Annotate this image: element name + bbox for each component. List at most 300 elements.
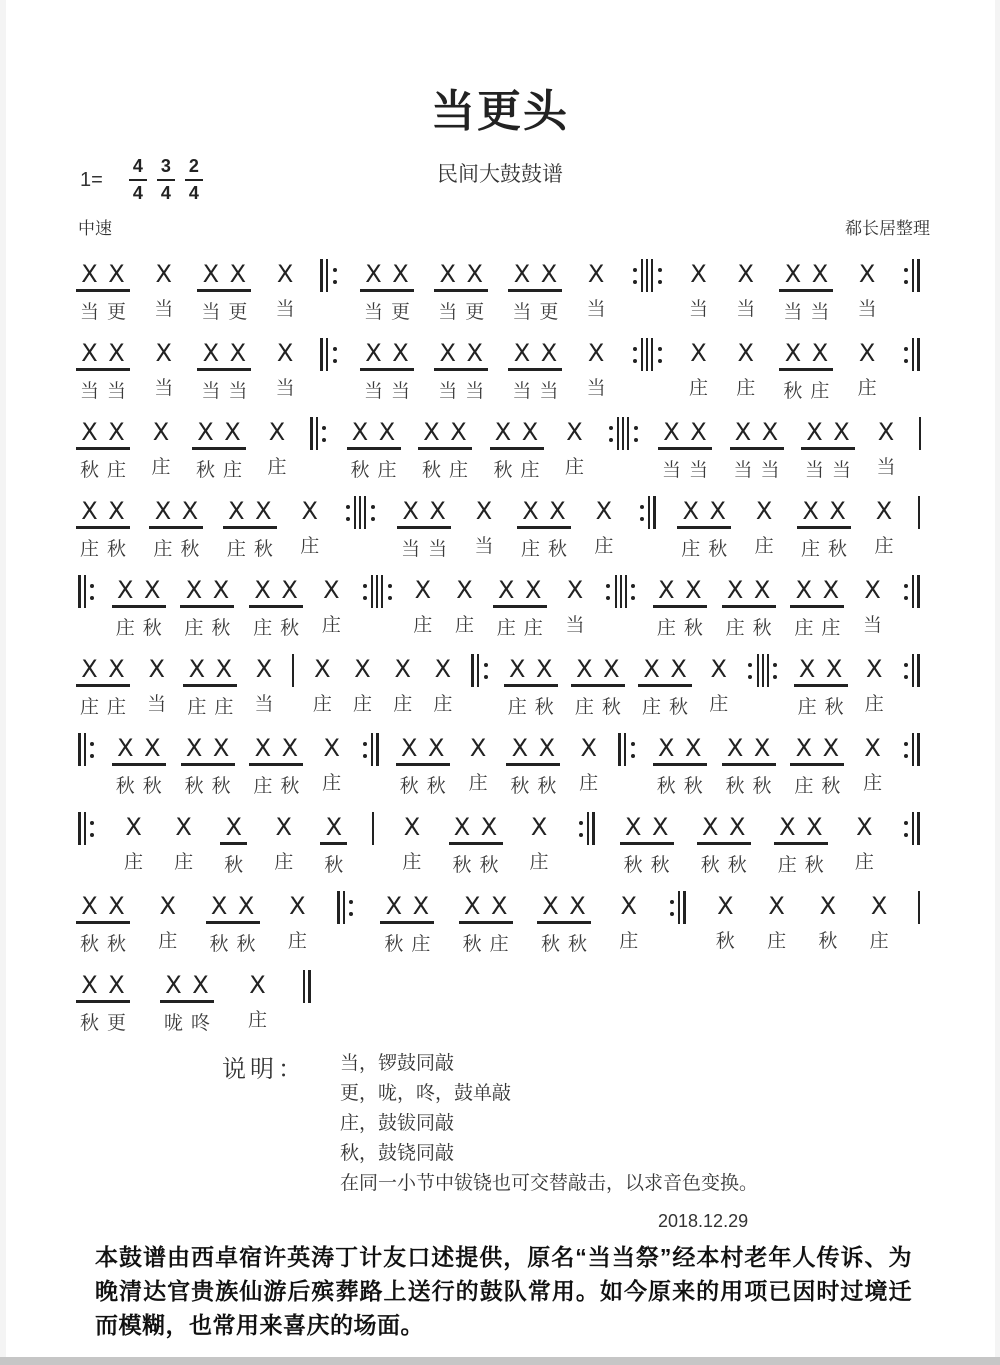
note-x: X	[806, 418, 823, 446]
note-x-group	[389, 654, 416, 684]
lyric-char: 当	[876, 457, 896, 478]
note-x-group	[429, 654, 456, 684]
note-unit	[794, 654, 848, 720]
lyric-char: 当	[810, 302, 830, 323]
note-x: X	[229, 339, 247, 367]
repeat-dots	[90, 812, 94, 845]
lyric-char: 当	[760, 460, 780, 481]
note-x: X	[378, 418, 396, 446]
note-x: X	[351, 418, 369, 446]
lyric-char: 庄	[810, 381, 830, 402]
lyric-char: 当	[688, 460, 708, 481]
repeat-dots	[363, 733, 367, 766]
repeat-dots	[748, 654, 752, 687]
note-x-group	[851, 812, 878, 842]
note-unit	[220, 812, 247, 878]
lyric	[318, 614, 345, 638]
lyric-char: 当	[438, 302, 458, 323]
barline-repeat-end	[667, 891, 688, 924]
note-x: X	[580, 734, 597, 762]
score-line	[76, 812, 922, 877]
note-x: X	[802, 497, 819, 525]
barline-repeat-both	[745, 654, 780, 687]
lyric-char: 秋	[567, 934, 587, 955]
note-x: X	[289, 892, 306, 920]
note-x-group	[309, 654, 336, 684]
note-unit	[360, 338, 414, 404]
lyric-char: 庄	[869, 931, 889, 952]
lyric	[76, 459, 130, 483]
note-unit	[150, 338, 177, 401]
score-line	[76, 970, 922, 1035]
note-x-group	[697, 812, 751, 845]
note-unit	[732, 338, 759, 401]
lyric-char: 庄	[754, 536, 774, 557]
lyric-char: 秋	[180, 539, 200, 560]
note-unit	[76, 654, 130, 720]
note-x: X	[116, 576, 134, 604]
lyric	[76, 933, 130, 957]
lyric	[575, 772, 602, 796]
barline-repeat-end	[901, 575, 922, 608]
lyric-char: 庄	[455, 615, 475, 636]
note-x-group	[272, 338, 299, 368]
note-unit	[685, 259, 712, 322]
lyric	[380, 933, 434, 957]
note-unit	[722, 575, 776, 641]
note-x-group	[206, 891, 260, 924]
lyric	[705, 693, 732, 717]
note-x: X	[530, 813, 548, 841]
lyric	[459, 933, 513, 957]
repeat-dots	[670, 891, 674, 924]
note-unit	[685, 338, 712, 401]
note-x: X	[690, 418, 707, 446]
lyric-char: 庄	[681, 539, 701, 560]
note-x: X	[159, 892, 176, 920]
lyric-char: 庄	[874, 536, 894, 557]
note-x-group	[575, 733, 602, 763]
note-x-group	[170, 812, 197, 842]
lyric-char: 秋	[350, 460, 370, 481]
lyric	[730, 459, 784, 483]
note-x-group	[148, 417, 175, 447]
lyric-char: 当	[474, 536, 494, 557]
note-unit	[181, 733, 235, 799]
lyric	[561, 456, 588, 480]
note-unit	[197, 259, 251, 325]
lyric-char: 更	[106, 302, 126, 323]
lyric-char: 庄	[520, 460, 540, 481]
repeat-dots	[90, 575, 94, 608]
note-x: X	[819, 892, 837, 920]
note-unit	[712, 891, 739, 954]
note-x: X	[761, 418, 779, 446]
score	[76, 259, 922, 1035]
lyric	[615, 930, 642, 954]
note-x: X	[753, 734, 771, 762]
note-unit	[249, 733, 303, 799]
note-unit	[251, 654, 278, 717]
note-x: X	[188, 655, 206, 683]
lyric-char: 当	[147, 694, 167, 715]
lyric-char: 秋	[804, 855, 824, 876]
lyric-char: 庄	[689, 378, 709, 399]
note-x-group	[620, 812, 674, 845]
note-x: X	[737, 339, 754, 367]
lyric-char: 庄	[656, 618, 676, 639]
note-x: X	[587, 260, 605, 288]
lyric-char: 庄	[619, 931, 639, 952]
lyric-char: 秋	[209, 934, 229, 955]
lyric	[409, 614, 436, 638]
barline-repeat-end	[901, 733, 922, 766]
lyric-char: 更	[391, 302, 411, 323]
note-x: X	[197, 418, 214, 446]
note-unit	[873, 417, 900, 480]
note-x-group	[870, 496, 897, 526]
note-unit	[143, 654, 170, 717]
lyric	[490, 459, 544, 483]
note-x: X	[784, 260, 802, 288]
note-x-group	[264, 417, 291, 447]
note-x-group	[183, 654, 237, 687]
lyric-char: 当	[364, 381, 384, 402]
lyric-char: 庄	[523, 618, 543, 639]
note-x: X	[402, 497, 419, 525]
lyric	[181, 775, 235, 799]
score-line	[76, 259, 922, 324]
note-x: X	[877, 418, 895, 446]
lyric	[517, 538, 571, 562]
barline-single	[370, 812, 375, 845]
note-x-group	[120, 812, 147, 842]
note-x: X	[511, 734, 529, 762]
lyric-char: 庄	[377, 460, 397, 481]
note-x: X	[175, 813, 192, 841]
note-unit	[180, 575, 234, 641]
note-x: X	[475, 497, 493, 525]
barline-single	[917, 891, 922, 924]
note-x: X	[833, 418, 850, 446]
page-edge-left	[0, 0, 6, 1365]
note-unit	[697, 812, 751, 878]
note-x: X	[566, 418, 583, 446]
lyric-char: 秋	[547, 539, 567, 560]
note-x: X	[392, 339, 409, 367]
lyric-char: 秋	[426, 776, 446, 797]
note-unit	[730, 417, 784, 483]
lyric-char: 当	[736, 299, 756, 320]
note-unit	[223, 496, 277, 562]
lyric-char: 庄	[864, 694, 884, 715]
lyric	[790, 617, 844, 641]
lyric-char: 更	[465, 302, 485, 323]
note-x: X	[858, 260, 876, 288]
note-x: X	[144, 734, 161, 762]
time-signature	[185, 156, 203, 204]
note-unit	[409, 575, 436, 638]
note-x-group	[712, 891, 739, 921]
note-x-group	[318, 733, 345, 763]
note-x-group	[143, 654, 170, 684]
note-x-group	[409, 575, 436, 605]
note-x: X	[439, 339, 456, 367]
note-x-group	[244, 970, 271, 1000]
note-x-group	[349, 654, 376, 684]
barline-repeat-begin	[335, 891, 356, 924]
lyric-char: 秋	[106, 539, 126, 560]
note-x: X	[538, 734, 556, 762]
ts-denominator: 4	[160, 183, 171, 203]
note-x-group	[763, 891, 790, 921]
note-x: X	[81, 971, 98, 999]
note-x: X	[229, 260, 247, 288]
lyric-char: 庄	[151, 457, 171, 478]
lyric	[712, 930, 739, 954]
note-x: X	[682, 497, 699, 525]
repeat-dots	[322, 417, 326, 450]
lyric	[697, 854, 751, 878]
note-x: X	[456, 576, 473, 604]
lyric-char: 庄	[267, 457, 287, 478]
lyric-char: 秋	[540, 934, 560, 955]
lyric-char: 秋	[211, 776, 231, 797]
lyric	[320, 854, 347, 878]
lyric-char: 秋	[115, 776, 135, 797]
lyric-char: 庄	[79, 697, 99, 718]
note-x-group	[873, 417, 900, 447]
note-x-group	[112, 575, 166, 608]
note-unit	[590, 496, 617, 559]
tempo-marking: 中速	[78, 219, 112, 238]
lyric	[197, 301, 251, 325]
barline-single	[291, 654, 296, 687]
note-x: X	[154, 497, 172, 525]
lyric-char: 秋	[384, 934, 404, 955]
note-x: X	[466, 260, 483, 288]
lyric	[722, 617, 776, 641]
legend-item: 在同一小节中钹铙也可交替敲击，以求音色变换。	[340, 1173, 759, 1194]
lyric-char: 秋	[683, 618, 703, 639]
note-x-group	[653, 733, 707, 766]
lyric-char: 秋	[399, 776, 419, 797]
note-x: X	[314, 655, 331, 683]
lyric-char: 当	[228, 381, 248, 402]
lyric-char: 秋	[824, 697, 844, 718]
lyric	[677, 538, 731, 562]
barline-repeat-begin	[319, 259, 340, 292]
time-signature	[157, 156, 175, 204]
note-x: X	[603, 655, 620, 683]
lyric-char: 庄	[226, 539, 246, 560]
lyric	[508, 301, 562, 325]
note-x: X	[323, 576, 340, 604]
lyric	[160, 1012, 214, 1036]
repeat-dots	[484, 654, 488, 687]
legend-item: 更，咙，咚，鼓单敲	[340, 1083, 512, 1104]
lyric	[779, 301, 833, 325]
lyric	[148, 456, 175, 480]
note-x: X	[463, 892, 481, 920]
note-x: X	[108, 497, 125, 525]
lyric-char: 当	[201, 302, 221, 323]
note-x: X	[192, 971, 209, 999]
lyric	[870, 535, 897, 559]
lyric	[272, 298, 299, 322]
repeat-dots	[633, 338, 637, 371]
lyric	[76, 380, 130, 404]
note-unit	[859, 733, 886, 796]
note-unit	[615, 891, 642, 954]
note-unit	[76, 496, 130, 562]
note-x: X	[734, 418, 752, 446]
note-x: X	[212, 734, 230, 762]
note-x: X	[798, 655, 816, 683]
lyric	[296, 535, 323, 559]
note-unit	[465, 733, 492, 796]
note-unit	[380, 891, 434, 957]
lyric	[859, 614, 886, 638]
note-x: X	[255, 497, 272, 525]
note-x: X	[870, 892, 888, 920]
note-x-group	[76, 970, 130, 1003]
note-unit	[575, 733, 602, 796]
note-x: X	[643, 655, 660, 683]
lyric-char: 秋	[510, 776, 530, 797]
lyric	[763, 930, 790, 954]
note-unit	[76, 338, 130, 404]
note-x: X	[385, 892, 403, 920]
lyric	[873, 456, 900, 480]
meta-row	[0, 146, 1000, 202]
lyric-char: 庄	[564, 457, 584, 478]
note-unit	[508, 338, 562, 404]
repeat-dots	[904, 338, 908, 371]
note-x-group	[866, 891, 893, 921]
note-x: X	[513, 260, 531, 288]
barline-repeat-begin	[470, 654, 491, 687]
note-x-group	[249, 733, 303, 766]
lyric-char: 秋	[700, 855, 720, 876]
repeat-dots	[904, 812, 908, 845]
barline-final	[301, 970, 312, 1003]
note-x: X	[268, 418, 286, 446]
note-unit	[638, 654, 692, 720]
note-x-group	[434, 259, 488, 292]
note-x: X	[494, 418, 512, 446]
lyric-char: 秋	[656, 776, 676, 797]
note-unit	[206, 891, 260, 957]
note-x-group	[76, 496, 130, 529]
repeat-dots	[388, 575, 392, 608]
lyric-char: 庄	[642, 697, 662, 718]
lyric-char: 当	[154, 378, 174, 399]
lyric-char: 当	[783, 302, 803, 323]
note-x-group	[794, 654, 848, 687]
note-x: X	[576, 655, 593, 683]
note-unit	[732, 259, 759, 322]
note-x: X	[549, 497, 566, 525]
lyric-char: 秋	[708, 539, 728, 560]
note-x-group	[296, 496, 323, 526]
note-x-group	[861, 654, 888, 684]
lyric-char: 庄	[312, 694, 332, 715]
lyric-char: 咚	[190, 1013, 210, 1034]
page-edge-right	[995, 0, 1000, 1365]
note-x: X	[811, 339, 829, 367]
barline-repeat-both	[630, 338, 665, 371]
note-x-group	[397, 496, 451, 529]
note-x: X	[875, 497, 893, 525]
note-x: X	[249, 971, 266, 999]
lyric-char: 咙	[163, 1013, 183, 1034]
legend	[222, 1049, 1000, 1199]
note-x: X	[450, 418, 467, 446]
note-x: X	[726, 576, 744, 604]
lyric-char: 当	[565, 615, 585, 636]
note-x: X	[710, 655, 727, 683]
lyric-char: 当	[465, 381, 485, 402]
barline-repeat-end	[901, 259, 922, 292]
note-x: X	[753, 576, 771, 604]
note-x-group	[732, 259, 759, 289]
barline-repeat-both	[360, 575, 395, 608]
note-x-group	[774, 812, 828, 845]
barline-repeat-both	[603, 575, 638, 608]
lyric-char: 庄	[187, 697, 207, 718]
lyric	[206, 933, 260, 957]
note-x-group	[149, 496, 203, 529]
key-signature	[80, 156, 203, 204]
lyric-char: 更	[106, 1013, 126, 1034]
lyric-char: 庄	[106, 697, 126, 718]
page-title: 当更头	[431, 87, 569, 136]
note-unit	[76, 891, 130, 957]
note-unit	[154, 891, 181, 954]
lyric-char: 当	[512, 381, 532, 402]
note-x: X	[620, 892, 637, 920]
lyric-char: 秋	[725, 776, 745, 797]
lyric	[429, 693, 456, 717]
note-unit	[779, 338, 833, 404]
repeat-dots	[904, 654, 908, 687]
lyric	[653, 617, 707, 641]
lyric	[143, 693, 170, 717]
barline-repeat-end	[901, 812, 922, 845]
lyric	[653, 775, 707, 799]
note-x: X	[663, 418, 680, 446]
lyric	[561, 614, 588, 638]
note-x: X	[469, 734, 487, 762]
lyric-char: 秋	[479, 855, 499, 876]
lyric	[349, 693, 376, 717]
lyric	[76, 1012, 130, 1036]
lyric	[418, 459, 472, 483]
note-unit	[272, 259, 299, 322]
note-x: X	[542, 892, 559, 920]
note-x: X	[779, 813, 796, 841]
note-x-group	[251, 654, 278, 684]
note-x: X	[466, 339, 483, 367]
note-x: X	[228, 497, 245, 525]
lyric-char: 庄	[124, 852, 144, 873]
note-unit	[526, 812, 553, 875]
lyric-char: 秋	[79, 1013, 99, 1034]
lyric	[583, 298, 610, 322]
note-x: X	[108, 655, 125, 683]
note-x-group	[150, 338, 177, 368]
